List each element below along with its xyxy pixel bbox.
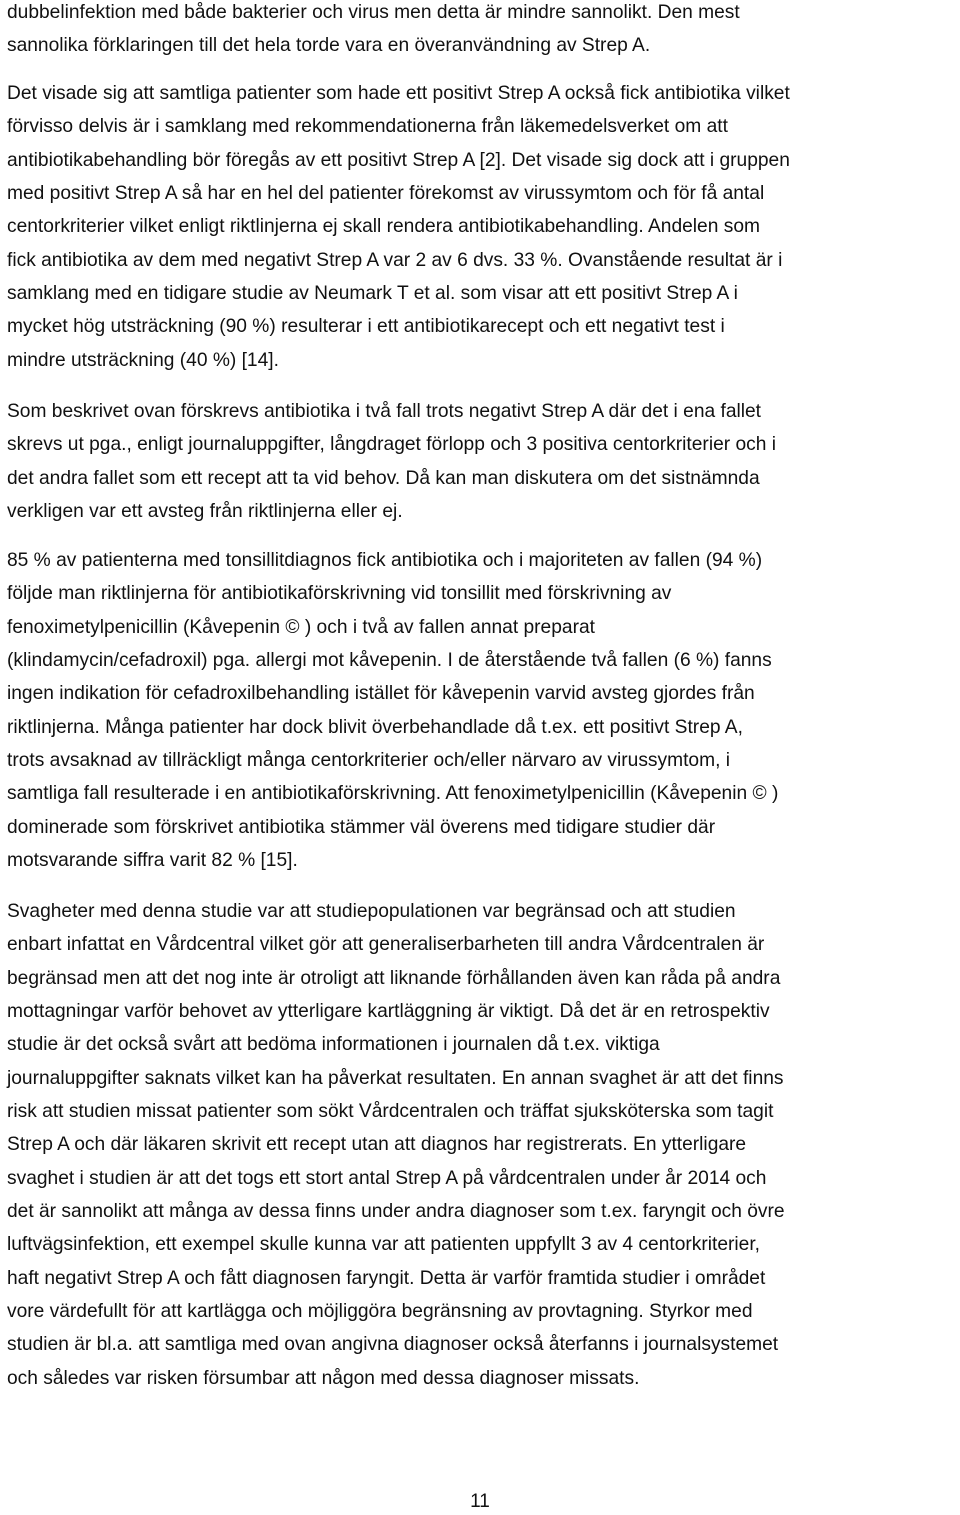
text-line: 85 % av patienterna med tonsillitdiagnos fick antibiotika och i majoriteten av fallen (94 %)	[7, 550, 763, 571]
text-line: samtliga fall resulterade i en antibiotikaförskrivning. Att fenoximetylpenicillin (Kåvepenin © )	[7, 783, 779, 805]
text-line: studien är bl.a. att samtliga med ovan angivna diagnoser också återfanns i journalsystemet	[7, 1334, 779, 1356]
text-line: enbart infattat en Vårdcentral vilket gör att generaliserbarheten till andra Vårdcentralen är	[7, 934, 765, 956]
text-line: fick antibiotika av dem med negativt Strep A var 2 av 6 dvs. 33 %. Ovanstående resultat är i	[7, 249, 783, 271]
text-line: skrevs ut pga., enligt journaluppgifter, långdraget förlopp och 3 positiva centorkriterier och i	[7, 434, 776, 456]
text-line: studie är det också svårt att bedöma informationen i journalen då t.ex. viktiga	[7, 1034, 660, 1056]
text-line: det andra fallet som ett recept att ta vid behov. Då kan man diskutera om det sistnämnda	[7, 467, 760, 489]
text-line: vore värdefullt för att kartlägga och möjliggöra begränsning av provtagning. Styrkor med	[7, 1301, 753, 1323]
paragraph-2	[7, 77, 790, 377]
text-line: (klindamycin/cefadroxil) pga. allergi mot kåvepenin. I de återstående två fallen (6 %) fanns	[7, 650, 772, 672]
paragraph-1	[7, 0, 740, 63]
text-line: mycket hög utsträckning (90 %) resulterar i ett antibiotikarecept och ett negativt test i	[7, 316, 725, 338]
text-line: motsvarande siffra varit 82 % [15].	[7, 850, 298, 872]
text-line: och således var risken försumbar att någon med dessa diagnoser missats.	[7, 1367, 640, 1389]
text-line: fenoximetylpenicillin (Kåvepenin © ) och i två av fallen annat preparat	[7, 616, 595, 638]
text-line: förvisso delvis är i samklang med rekommendationerna från läkemedelsverket om att	[7, 116, 728, 138]
text-line: Strep A och där läkaren skrivit ett recept utan att diagnos har registrerats. En ytterligare	[7, 1134, 747, 1156]
text-line: riktlinjerna. Många patienter har dock blivit överbehandlade då t.ex. ett positivt Strep A,	[7, 716, 743, 738]
text-line: med positivt Strep A så har en hel del patienter förekomst av virussymtom och för få antal	[7, 183, 765, 205]
text-line: sannolika förklaringen till det hela torde vara en överanvändning av Strep A.	[7, 35, 651, 57]
text-line: journaluppgifter saknats vilket kan ha påverkat resultaten. En annan svaghet är att det finns	[7, 1067, 784, 1089]
text-line: trots avsaknad av tillräckligt många centorkriterier och/eller närvaro av virussymtom, i	[7, 750, 730, 772]
text-line: risk att studien missat patienter som sökt Vårdcentralen och träffat sjuksköterska som tagit	[7, 1101, 774, 1123]
text-line: dubbelinfektion med både bakterier och virus men detta är mindre sannolikt. Den mest	[7, 2, 740, 23]
text-line: mottagningar varför behovet av ytterligare kartläggning är viktigt. Då det är en retrospektiv	[7, 1001, 770, 1023]
text-line: det är sannolikt att många av dessa finns under andra diagnoser som t.ex. faryngit och övre	[7, 1201, 785, 1223]
text-line: Som beskrivet ovan förskrevs antibiotika i två fall trots negativt Strep A där det i ena fallet	[7, 401, 762, 422]
text-line: centorkriterier vilket enligt riktlinjerna ej skall rendera antibiotikabehandling. Andelen som	[7, 216, 760, 238]
text-line: antibiotikabehandling bör föregås av ett positivt Strep A [2]. Det visade sig dock att i gruppen	[7, 149, 790, 171]
paragraph-4	[7, 544, 778, 877]
page-number: 11	[470, 1491, 490, 1512]
paragraph-5	[7, 895, 785, 1395]
text-line: haft negativt Strep A och fått diagnosen faryngit. Detta är varför framtida studier i området	[7, 1267, 766, 1289]
text-line: Det visade sig att samtliga patienter som hade ett positivt Strep A också fick antibiotika vilket	[7, 83, 790, 104]
text-line: begränsad men att det nog inte är otroligt att liknande förhållanden även kan råda på andra	[7, 967, 781, 989]
text-line: mindre utsträckning (40 %) [14].	[7, 349, 279, 371]
paragraph-3	[7, 395, 776, 528]
text-line: Svagheter med denna studie var att studiepopulationen var begränsad och att studien	[7, 901, 736, 922]
text-line: dominerade som förskrivet antibiotika stämmer väl överens med tidigare studier där	[7, 816, 716, 838]
text-line: samklang med en tidigare studie av Neumark T et al. som visar att ett positivt Strep A i	[7, 283, 738, 305]
text-line: svaghet i studien är att det togs ett stort antal Strep A på vårdcentralen under år 2014 och	[7, 1167, 767, 1189]
text-line: verkligen var ett avsteg från riktlinjerna eller ej.	[7, 501, 403, 523]
text-line: följde man riktlinjerna för antibiotikaförskrivning vid tonsillit med förskrivning av	[7, 583, 672, 605]
text-line: luftvägsinfektion, ett exempel skulle kunna var att patienten uppfyllt 3 av 4 centorkriterier,	[7, 1234, 760, 1256]
text-line: ingen indikation för cefadroxilbehandling istället för kåvepenin varvid avsteg gjordes från	[7, 683, 755, 705]
